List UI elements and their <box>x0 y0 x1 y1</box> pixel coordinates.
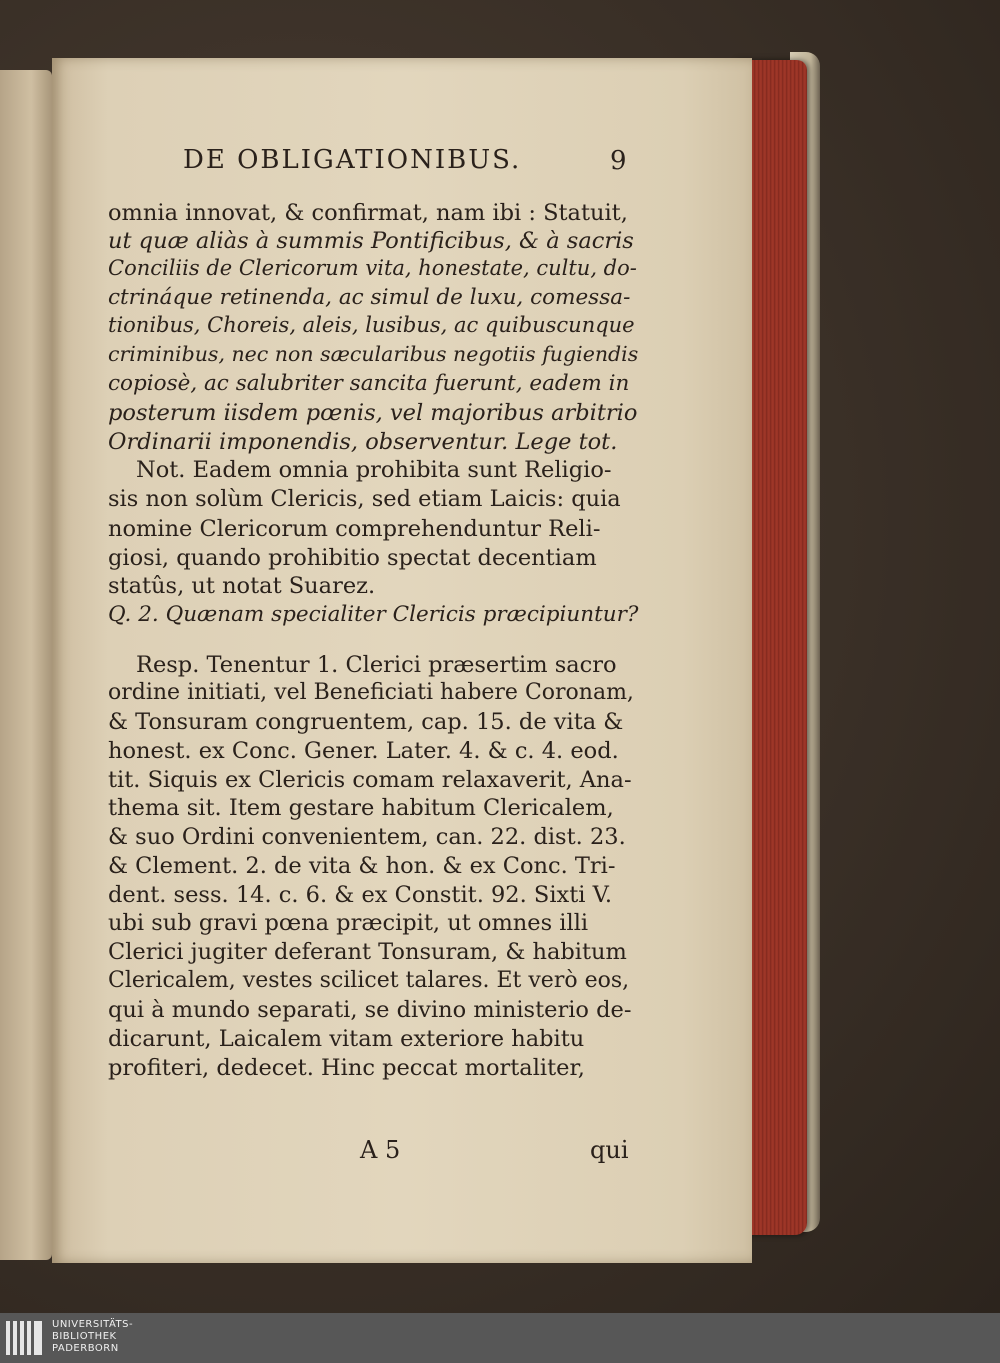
text-line: ut quæ aliàs à summis Pontificibus, & à sacris <box>108 228 634 254</box>
library-logo-icon <box>6 1321 46 1355</box>
logo-text-line1: UNIVERSITÄTS- <box>52 1319 134 1330</box>
running-header: DE OBLIGATIONIBUS. <box>183 145 522 175</box>
text-line: thema sit. Item gestare habitum Clericalem, <box>108 795 614 821</box>
text-line: dicarunt, Laicalem vitam exteriore habitu <box>108 1026 585 1052</box>
text-line: Resp. Tenentur 1. Clerici præsertim sacro <box>136 652 617 678</box>
text-line: giosi, quando prohibitio spectat decentiam <box>108 545 597 571</box>
text-line: Clerici jugiter deferant Tonsuram, & habitum <box>108 939 627 965</box>
text-line: Ordinarii imponendis, observentur. Lege tot. <box>108 429 618 455</box>
catchword: qui <box>590 1136 629 1164</box>
text-line: tionibus, Choreis, aleis, lusibus, ac quibuscunque <box>108 313 635 337</box>
signature-mark: A 5 <box>360 1136 401 1164</box>
text-line: profiteri, dedecet. Hinc peccat mortaliter, <box>108 1055 585 1081</box>
text-line: sis non solùm Clericis, sed etiam Laicis: quia <box>108 486 621 512</box>
page-number: 9 <box>610 146 627 176</box>
text-line: posterum iisdem pœnis, vel majoribus arbitrio <box>108 400 638 426</box>
text-line: & Clement. 2. de vita & hon. & ex Conc. Tri- <box>108 853 616 879</box>
text-line: ctrináque retinenda, ac simul de luxu, comessa- <box>108 285 631 310</box>
text-line: copiosè, ac salubriter sancita fuerunt, eadem in <box>108 371 630 396</box>
text-line: criminibus, nec non sæcularibus negotiis fugiendis <box>108 342 639 366</box>
text-line: nomine Clericorum comprehenduntur Reli- <box>108 516 601 542</box>
text-line: honest. ex Conc. Gener. Later. 4. & c. 4. eod. <box>108 738 619 764</box>
text-line: dent. sess. 14. c. 6. & ex Constit. 92. Sixti V. <box>108 882 613 908</box>
text-line: & suo Ordini convenientem, can. 22. dist. 23. <box>108 824 626 850</box>
logo-text-line3: PADERBORN <box>52 1343 119 1354</box>
text-line: omnia innovat, & confirmat, nam ibi : Statuit, <box>108 200 628 226</box>
text-line: Clericalem, vestes scilicet talares. Et verò eos, <box>108 968 630 993</box>
text-line: Q. 2. Quænam specialiter Clericis præcipiuntur? <box>108 602 639 627</box>
text-line: tit. Siquis ex Clericis comam relaxaverit, Ana- <box>108 767 632 793</box>
logo-text-line2: BIBLIOTHEK <box>52 1331 117 1342</box>
text-line: Not. Eadem omnia prohibita sunt Religio- <box>136 457 612 483</box>
text-line: qui à mundo separati, se divino ministerio de- <box>108 997 632 1023</box>
text-line: & Tonsuram congruentem, cap. 15. de vita & <box>108 709 624 735</box>
left-page-edge <box>0 70 52 1260</box>
library-footer <box>0 1313 1000 1363</box>
text-line: ordine initiati, vel Beneficiati habere Coronam, <box>108 680 634 705</box>
text-line: Conciliis de Clericorum vita, honestate, cultu, do- <box>108 256 637 280</box>
text-line: ubi sub gravi pœna præcipit, ut omnes illi <box>108 910 589 936</box>
text-line: statûs, ut notat Suarez. <box>108 573 376 599</box>
